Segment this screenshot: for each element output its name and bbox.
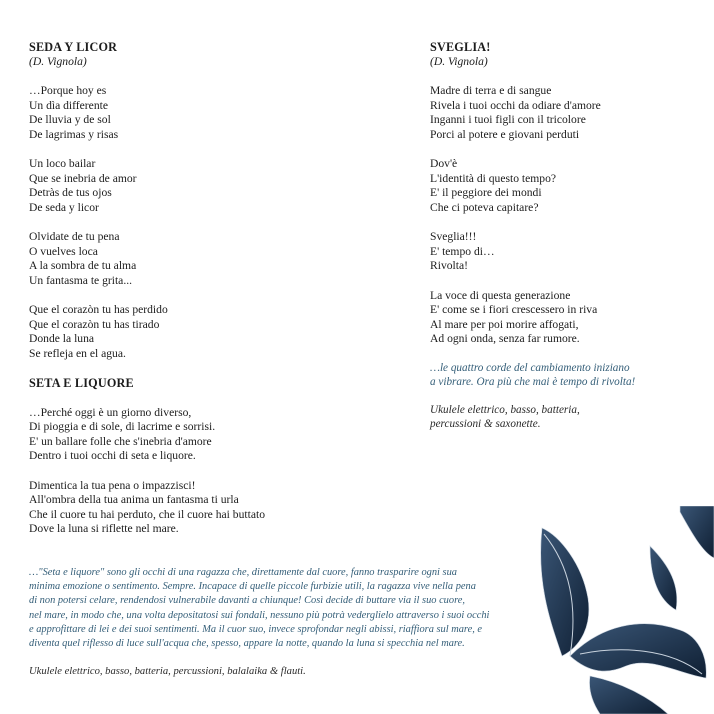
verse-line: Che ci poteva capitare? — [430, 200, 539, 214]
verse-line: Ad ogni onda, senza far rumore. — [430, 332, 580, 346]
stanza — [430, 157, 700, 215]
poem-author: (D. Vignola) — [29, 55, 87, 68]
verse-line: Inganni i tuoi figli con il tricolore — [430, 113, 586, 127]
poem-author: (D. Vignola) — [430, 55, 488, 68]
verse-line: Rivela i tuoi occhi da odiare d'amore — [430, 98, 601, 112]
note-line: diventa quel riflesso di luce sull'acqua che, spesso, appare la notte, quando la luna si specchia nel mare. — [29, 638, 465, 650]
note-line: …"Seta e liquore" sono gli occhi di una ragazza che, direttamente dal cuore, fanno trasparire ogni sua — [29, 567, 457, 578]
stanza — [29, 157, 359, 215]
verse-line: L'identità di questo tempo? — [430, 171, 557, 185]
poem-title-sveglia: SVEGLIA! — [430, 40, 491, 54]
note-line: a vibrare. Ora più che mai è tempo di rivolta! — [430, 376, 636, 389]
seta-instruments: Ukulele elettrico, basso, batteria, percussioni, balalaika & flauti. — [29, 666, 306, 678]
verse-line: De lluvia y de sol — [29, 113, 111, 127]
stanza — [29, 303, 359, 361]
verse-line: …Porque hoy es — [29, 84, 107, 98]
verse-line: …Perché oggi è un giorno diverso, — [29, 405, 192, 419]
verse-line: O vuelves loca — [29, 244, 98, 258]
stanza — [29, 479, 359, 537]
verse-line: E' il peggiore dei mondi — [430, 186, 542, 200]
verse-line: De seda y licor — [29, 200, 99, 214]
verse-line: Que se inebria de amor — [29, 171, 137, 185]
verse-line: E' tempo di… — [430, 244, 495, 258]
instruments-line: percussioni & saxonette. — [430, 418, 541, 431]
verse-line: A la sombra de tu alma — [29, 259, 137, 273]
verse-line: Dentro i tuoi occhi di seta e liquore. — [29, 449, 196, 463]
verse-line: Porci al potere e giovani perduti — [430, 127, 580, 141]
verse-line: Dove la luna si riflette nel mare. — [29, 522, 179, 536]
verse-line: Madre di terra e di sangue — [430, 84, 552, 98]
stanza — [29, 230, 359, 288]
verse-line: Un dìa differente — [29, 98, 108, 112]
poem-body-italian — [29, 406, 359, 537]
instruments-line: Ukulele elettrico, basso, batteria, — [430, 404, 580, 417]
verse-line: Che il cuore tu hai perduto, che il cuore hai buttato — [29, 507, 265, 521]
verse-line: De lagrimas y risas — [29, 127, 119, 141]
verse-line: E' un ballare folle che s'inebria d'amore — [29, 434, 212, 448]
verse-line: Olvidate de tu pena — [29, 230, 120, 244]
verse-line: Al mare per poi morire affogati, — [430, 317, 579, 331]
verse-line: Se refleja en el agua. — [29, 346, 126, 360]
verse-line: Sveglia!!! — [430, 230, 477, 244]
stanza — [430, 289, 700, 347]
note-line: …le quattro corde del cambiamento iniziano — [430, 362, 630, 375]
poem-title-seda-y-licor: SEDA Y LICOR — [29, 40, 118, 54]
verse-line: Donde la luna — [29, 332, 95, 346]
poem-title-seta-e-liquore: SETA E LIQUORE — [29, 376, 134, 391]
verse-line: Un loco bailar — [29, 157, 96, 171]
verse-line: La voce di questa generazione — [430, 288, 571, 302]
note-line: minima emozione o sentimento. Sempre. Incapace di quelle piccole furbizie utili, la ragazza vive nella pena — [29, 581, 476, 593]
note-line: e approfittare di lei e dei suoi sentimenti. Ma il cuor suo, invece sprofondar negli abissi, riaffiora sul mare, e — [29, 623, 483, 635]
verse-line: Dov'è — [430, 157, 458, 171]
sveglia-note — [430, 361, 700, 389]
verse-line: Dimentica la tua pena o impazzisci! — [29, 478, 196, 492]
note-line: nel mare, in modo che, una volta depositatosi sui fondali, nessuno più potrà vederglielo attraverso i suoi occhi — [29, 609, 490, 621]
verse-line: Un fantasma te grita... — [29, 273, 133, 287]
verse-line: All'ombra della tua anima un fantasma ti urla — [29, 493, 239, 507]
verse-line: Que el corazòn tu has tirado — [29, 317, 160, 331]
sveglia-instruments — [430, 403, 700, 431]
verse-line: Detràs de tus ojos — [29, 186, 112, 200]
note-line: di non potersi celare, rendendosi vulnerabile davanti a chiunque! Così decide di buttare via il suo cuore, — [29, 595, 465, 607]
stanza — [29, 84, 359, 142]
seta-e-liquore-commentary — [29, 566, 529, 679]
stanza — [430, 230, 700, 274]
stanza — [29, 406, 359, 464]
verse-line: Rivolta! — [430, 259, 468, 273]
stanza — [430, 84, 700, 142]
verse-line: E' come se i fiori crescessero in riva — [430, 303, 598, 317]
right-column — [430, 40, 700, 431]
poem-body-spanish — [29, 84, 359, 361]
commentary-note — [29, 566, 529, 651]
verse-line: Di pioggia e di sole, di lacrime e sorrisi. — [29, 420, 216, 434]
left-column — [29, 40, 359, 552]
leaf-ornament-icon — [530, 506, 714, 714]
verse-line: Que el corazòn tu has perdido — [29, 303, 168, 317]
